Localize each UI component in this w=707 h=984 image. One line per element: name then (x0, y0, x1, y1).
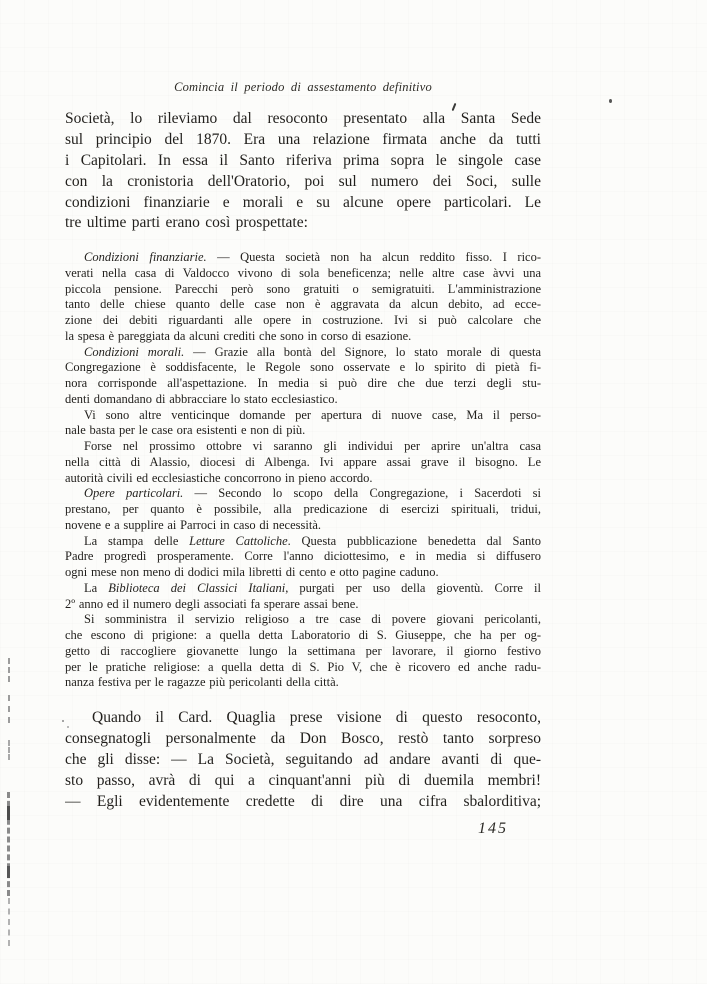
text-line: 2º anno ed il numero degli associati fa sperare assai bene. (65, 596, 359, 611)
text-line: nora corrisponde all'aspettazione. In media si può dire che due terzi degli stu- (65, 376, 541, 390)
text-line: i Capitolari. In essa il Santo riferiva prima sopra le singole case (65, 151, 541, 169)
text-line: denti domandano di abbracciare lo stato ecclesiastico. (65, 391, 338, 406)
text-line: La Biblioteca dei Classici Italiani, purgati per uso della gioventù. Corre il (84, 580, 541, 595)
text-line: getto di raccogliere giovanette lungo la settimana per lavorare, il giorno festivo (65, 643, 541, 658)
text-line: Forse nel prossimo ottobre vi saranno gli individui per aprire un'altra casa (84, 439, 541, 453)
closing-paragraph (65, 708, 541, 812)
text-line: con la cronistoria dell'Oratorio, poi sul numero dei Soci, sulle (65, 172, 541, 190)
text-line: Opere particolari. — Secondo lo scopo della Congregazione, i Sacerdoti si (84, 486, 541, 501)
left-margin-marks (8, 658, 10, 682)
text-line: — Egli evidentemente credette di dire una cifra sbalorditiva; (65, 792, 541, 810)
text-line: nale basta per le case ora esistenti e non di più. (65, 423, 306, 438)
text-line: Congregazione è soddisfacente, le Regole sono osservate e lo spirito di pietà fi- (65, 360, 541, 375)
text-line: novene e a supplire ai Parroci in caso di necessità. (65, 517, 322, 532)
text-line: la spesa è pareggiata da alcuni crediti che sono in corso di esazione. (65, 328, 412, 343)
scan-speck (62, 720, 64, 722)
left-margin-marks (7, 866, 10, 878)
text-line: La stampa delle Letture Cattoliche. Questa pubblicazione benedetta dal Santo (84, 533, 541, 548)
left-margin-marks (8, 740, 10, 760)
text-line: sto passo, avrà di qui a cinquant'anni più di duemila membri! (65, 771, 541, 789)
text-line: verati nella casa di Valdocco vivono di sola beneficenza; nelle altre case àvvi una (65, 265, 541, 280)
left-margin-marks (7, 806, 10, 820)
text-line: sul principio del 1870. Era una relazione firmata anche da tutti (65, 130, 541, 148)
text-line: ogni mese non meno di dodici mila libretti di cento e otto pagine caduno. (65, 565, 439, 579)
intro-paragraph (65, 109, 541, 234)
running-header: Comincia il periodo di assestamento definitivo (174, 80, 432, 94)
text-line: piccola pensione. Parecchi però sono gratuiti o semigratuiti. L'amministrazione (65, 281, 541, 296)
text-line: Società, lo rileviamo dal resoconto presentato alla Santa Sede (65, 110, 541, 127)
report-excerpt (65, 250, 541, 691)
page-number: 145 (478, 820, 508, 837)
text-line: nanza festiva per le ragazze più pericolanti della città. (65, 675, 339, 690)
text-line: per le pratiche religiose: a quella detta di S. Pio V, che è ricovero ed anche radu- (65, 659, 541, 674)
text-line: tanto delle chiese quanto delle case non è aggravata da alcun debito, ad ecce- (65, 297, 541, 312)
scan-speck (609, 99, 612, 103)
scan-speck (67, 726, 69, 728)
text-line: Padre progredì prosperamente. Corre l'anno diciottesimo, e in media si diffusero (65, 549, 541, 564)
text-line: prestano, per quanto è possibile, alla predicazione di esercizi spirituali, tridui, (65, 502, 541, 516)
text-line: Vi sono altre venticinque domande per apertura di nuove case, Ma il perso- (84, 407, 541, 422)
text-line: Condizioni finanziarie. — Questa società non ha alcun reddito fisso. I rico- (84, 250, 541, 264)
text-line: Condizioni morali. — Grazie alla bontà del Signore, lo stato morale di questa (84, 344, 541, 359)
text-line: tre ultime parti erano così prospettate: (65, 214, 308, 232)
text-line: consegnatogli personalmente da Don Bosco, restò tanto sorpreso (65, 729, 541, 747)
text-line: che gli disse: — La Società, seguitando ad andare avanti di que- (65, 750, 541, 768)
text-line: condizioni finanziarie e morali e su alcune opere particolari. Le (65, 193, 541, 211)
text-line: Quando il Card. Quaglia prese visione di questo resoconto, (92, 709, 541, 726)
text-line: zione dei debiti riguardanti alle opere in costruzione. Ivi si può calcolare che (65, 313, 541, 327)
text-line: che escono di prigione: a quella detta Laboratorio di S. Giuseppe, che ha per og- (65, 628, 541, 642)
left-margin-marks (8, 898, 10, 946)
text-line: nella città di Alassio, diocesi di Albenga. Ivi appare assai grave il bisogno. Le (65, 454, 541, 469)
text-line: autorità civili ed ecclesiastiche concorrono in pieno accordo. (65, 470, 373, 485)
left-margin-marks (8, 695, 10, 723)
text-line: Si somministra il servizio religioso a tre case di povere giovani pericolanti, (84, 612, 541, 627)
